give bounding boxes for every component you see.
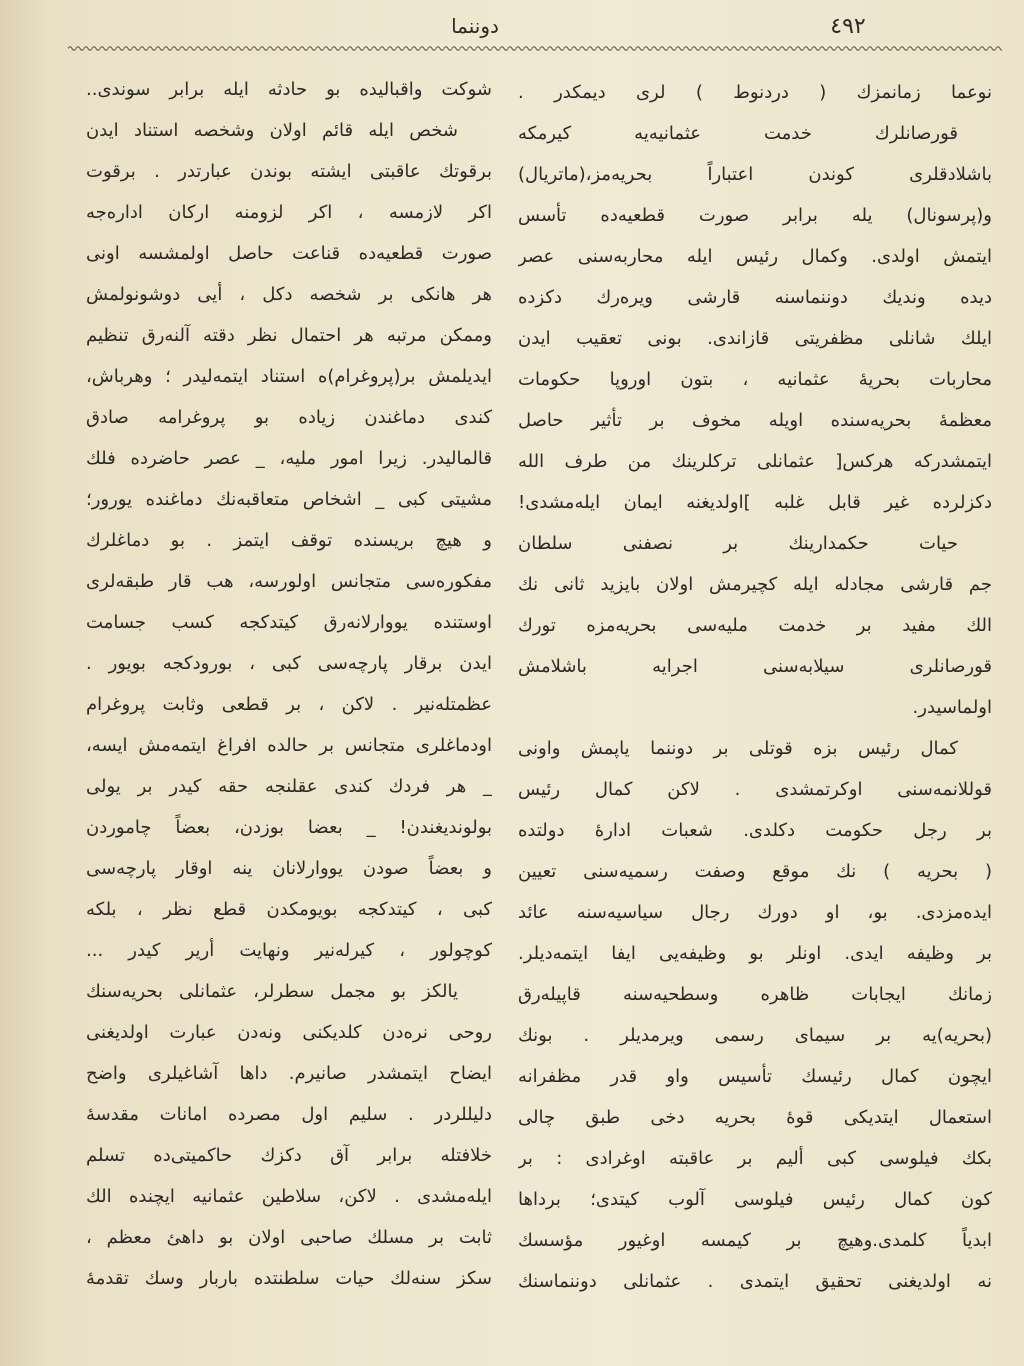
text-line: ديده ونديك دوننماسنه قارشى ويره‌رك دكزده [518,287,992,308]
right-column [518,72,992,1302]
text-line: وممكن مرتبه هر احتمال نظر دقته آلنه‌رق تنظيم [86,325,492,346]
text-line: ايله‌مشدى . لاكن، سلاطين عثمانيه ايچنده الك [86,1186,492,1207]
left-column [86,69,492,1299]
text-line: مفكوره‌سى متجانس اولورسه، هب قار طبقه‌لرى [86,571,492,592]
text-line: _ هر فردك كندى عقلنجه حقه كيدر بر يولى [86,776,492,797]
text-line: و بعضاً صودن يووارلانان ينه اوقار پارچه‌سى [86,858,492,879]
text-line: قورصانلرى سيلابه‌سنى اجرايه باشلامش [518,656,992,677]
text-line: محاربات بحريهٔ عثمانيه ، بتون اوروپا حكومات [518,369,992,390]
paragraph-start-line: كمال رئيس بزه قوتلى بر دوننما ياپمش واونى [518,738,958,759]
text-line: بكك فيلوسى كبى أليم بر عاقبته اوغرادى : بر [518,1148,992,1169]
paragraph-start-line: قورصانلرك خدمت عثمانيه‌يه كيرمكه [518,123,958,144]
page-number: ٤٩٢ [830,14,866,39]
text-line: كندى دماغندن زياده بو پروغرامه صادق [86,407,492,428]
text-line: سكز سنه‌لك حيات سلطنتده باربار وسك تقدمهٔ [86,1268,492,1289]
text-line: ايچون كمال رئيسك تأسيس واو قدر مظفرانه [518,1066,992,1087]
text-line: روحى نره‌دن كلديكنى ونه‌دن عبارت اولديغنى [86,1022,492,1043]
text-line: كبى ، كيتدكجه بويومكدن قطع نظر ، بلكه [86,899,492,920]
text-line: و(پرسونال) يله برابر صورت قطعيه‌ده تأسس [518,205,992,226]
paragraph-start-line: شخص ايله قائم اولان وشخصه استناد ايدن [86,120,458,141]
text-line: هر هانكى بر شخصه دكل ، أيى دوشونولمش [86,284,492,305]
text-line: بر وظيفه ايدى. اونلر بو وظيفه‌يى ايفا ايتمه‌ديلر. [518,943,992,964]
text-line: ( بحريه ) نك موقع وصفت رسميه‌سنى تعيين [518,861,992,882]
text-line: اودماغلرى متجانس بر حالده افراغ ايتمه‌مش ايسه، [86,735,492,756]
text-line: جم قارشى مجادله ايله كچيرمش اولان بايزيد ثانى نك [518,574,992,595]
text-line: بولونديغندن! _ بعضا بوزدن، بعضاً چاموردن [86,817,492,838]
text-line: ايتمش اولدى. وكمال رئيس ايله محاربه‌سنى عصر [518,246,992,267]
text-line: اوستنده يووارلانه‌رق كيتدكجه كسب جسامت [86,612,492,633]
text-line: شوكت واقباليده بو حادثه ايله برابر سوندى.. [86,79,492,100]
text-line: دكزلرده غير قابل غلبه ]اولديغنه ايمان ايله‌مشدى! [518,492,992,513]
text-line: ايضاح ايتمشدر صانيرم. داها آشاغيلرى واضح [86,1063,492,1084]
text-line: نه اولديغنى تحقيق ايتمدى . عثمانلى دوننماسنك [518,1271,992,1292]
text-line: ايديلمش بر(پروغرام)ه استناد ايتمه‌ليدر ؛ وهرباش، [86,366,492,387]
text-line: استعمال ايتديكى قوهٔ بحريه دخى طبق چالى [518,1107,992,1128]
text-line: (بحريه)يه بر سيماى رسمى ويرمديلر . بونك [518,1025,992,1046]
text-line: ايدن برقار پارچه‌سى كبى ، بورودكجه بويور . [86,653,492,674]
text-line: اكر لازمسه ، اكر لزومنه اركان اداره‌جه [86,202,492,223]
header-wavy-rule [68,44,1002,53]
text-line: قالماليدر. زيرا امور مليه، _ عصر حاضرده فلك [86,448,492,469]
text-line: زمانك ايجابات ظاهره وسطحيه‌سنه قاپيله‌رق [518,984,992,1005]
text-line: ايلك شانلى مظفريتى قازاندى. بونى تعقيب ايدن [518,328,992,349]
paragraph-start-line: حيات حكمدارينك بر نصفنى سلطان [518,533,958,554]
text-line: قوللانمه‌سنى اوكرتمشدى . لاكن كمال رئيس [518,779,992,800]
text-line: دليللردر . سليم اول مصرده امانات مقدسهٔ [86,1104,492,1125]
text-line: معظمهٔ بحريه‌سنده اويله مخوف بر تأثير حاصل [518,410,992,431]
text-line: كون كمال رئيس فيلوسى آلوب كيتدى؛ برداها [518,1189,992,1210]
text-line: نوعما زمانمزك ( دردنوط ) لرى ديمكدر . [518,82,992,103]
text-line: باشلادقلرى كوندن اعتباراً بحريه‌مز،(ماتريال) [518,164,992,185]
text-line: عظمتله‌نير . لاكن ، بر قطعى وثابت پروغرام [86,694,492,715]
text-line: الك مفيد بر خدمت مليه‌سى بحريه‌مزه تورك [518,615,992,636]
text-line: برقوتك عاقبتى ايشته بوندن عبارتدر . برقوت [86,161,492,182]
text-line: ثابت بر مسلك صاحبى اولان بو داهئ معظم ، [86,1227,492,1248]
text-line: صورت قطعيه‌ده قناعت حاصل اولمشسه اونى [86,243,492,264]
text-line: كوچولور ، كيرله‌نير ونهايت أرير كيدر ... [86,940,492,961]
text-line: خلافتله برابر آق دكزك حاكميتى‌ده تسلم [86,1145,492,1166]
text-line: مشيتى كبى _ اشخاص متعاقبه‌نك دماغنده يورور؛ [86,489,492,510]
text-line: ابدياً كلمدى.وهيچ بر كيمسه اوغيور مؤسسك [518,1230,992,1251]
text-line: ايتمشدركه هركس[ عثمانلى تركلرينك من طرف الله [518,451,992,472]
running-title: دوننما [451,14,499,38]
text-line: بر رجل حكومت دكلدى. شعبات ادارهٔ دولتده [518,820,992,841]
paragraph-start-line: يالكز بو مجمل سطرلر، عثمانلى بحريه‌سنك [86,981,458,1002]
text-line: و هيچ بريسنده توقف ايتمز . بو دماغلرك [86,530,492,551]
paragraph-end-line: اولماسيدر. [912,697,992,718]
text-line: ايده‌مزدى. بو، او دورك رجال سياسيه‌سنه عائد [518,902,992,923]
